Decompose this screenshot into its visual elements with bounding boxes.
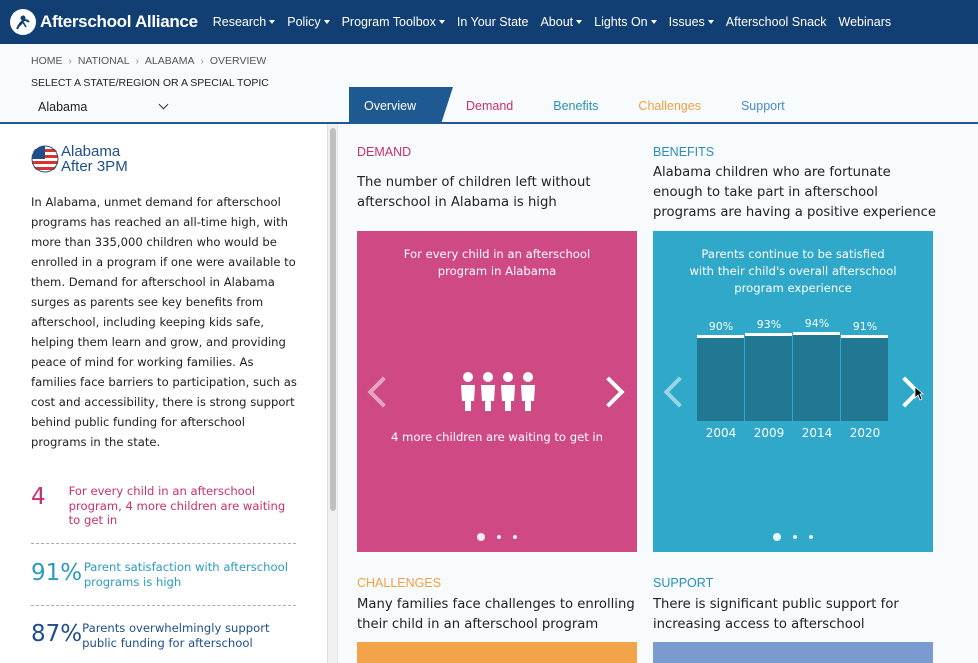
stat-text: For every child in an afterschool program, 4 more children are waiting to get in bbox=[68, 484, 286, 527]
support-description: There is significant public support for increasing access to afterschool bbox=[653, 597, 899, 632]
chart-category-label: 2004 bbox=[705, 426, 737, 440]
demand-title: DEMAND bbox=[357, 145, 412, 159]
scrollbar-thumb[interactable] bbox=[330, 128, 336, 511]
state-select[interactable] bbox=[31, 97, 171, 117]
nav-item-policy[interactable] bbox=[287, 15, 329, 29]
breadcrumb-item[interactable]: HOME bbox=[31, 55, 63, 67]
breadcrumb-item: OVERVIEW bbox=[209, 55, 267, 67]
challenges-description: Many families face challenges to enrolling their child in an afterschool program bbox=[357, 597, 635, 632]
stat-number: 4 bbox=[31, 484, 46, 510]
nav-item-label: Webinars bbox=[838, 15, 892, 29]
benefits-description: Alabama children who are fortunate enough to take part in afterschool programs are having a positive experience bbox=[653, 165, 936, 220]
nav-item-label: In Your State bbox=[456, 15, 529, 29]
caret-down-icon bbox=[708, 20, 714, 24]
left-scrollbar[interactable] bbox=[327, 124, 337, 663]
carousel-dot[interactable] bbox=[513, 535, 517, 539]
main-nav bbox=[213, 15, 903, 29]
select-label: SELECT A STATE/REGION OR A SPECIAL TOPIC bbox=[31, 77, 269, 89]
left-column bbox=[0, 124, 327, 663]
support-card bbox=[653, 642, 933, 663]
stat-satisfaction bbox=[31, 560, 296, 589]
support-title: SUPPORT bbox=[653, 576, 714, 590]
stat-divider bbox=[31, 543, 296, 544]
challenges-title: CHALLENGES bbox=[357, 576, 442, 590]
tab-demand[interactable]: Demand bbox=[466, 98, 514, 113]
carousel-dot[interactable] bbox=[477, 533, 485, 541]
carousel-dot[interactable] bbox=[497, 535, 501, 539]
stat-text: Parent satisfaction with afterschool programs is high bbox=[83, 560, 288, 589]
intro-paragraph: In Alabama, unmet demand for afterschool programs has reached an all-time high, with more than 335,000 children who would be enrolled in a program if one were available to them. Demand for afterschool in Alabama surges as parents see key benefits from afterschool, including keeping kids safe, helping them learn and grow, and providing peace of mind for working families. As families face barriers to participation, such as cost and accessibility, there is strong support behind public funding for afterschool programs in the state. bbox=[31, 195, 297, 449]
nav-item-label: Issues bbox=[668, 15, 705, 29]
chart-bar-top bbox=[841, 335, 888, 338]
nav-item-program-toolbox[interactable] bbox=[342, 15, 445, 29]
caret-down-icon bbox=[439, 20, 445, 24]
chart-bar-top bbox=[697, 335, 744, 338]
nav-item-label: Afterschool Snack bbox=[725, 15, 827, 29]
chart-value-label: 93% bbox=[756, 318, 782, 331]
caret-down-icon bbox=[651, 20, 657, 24]
stat-demand bbox=[31, 484, 296, 528]
benefits-card-caption: Parents continue to be satisfied with their child's overall afterschool program experience bbox=[689, 247, 897, 295]
nav-item-lights-on[interactable] bbox=[594, 15, 657, 29]
chevron-right-icon: › bbox=[135, 55, 139, 67]
after3pm-logo bbox=[31, 144, 128, 174]
previous-arrow-icon[interactable] bbox=[367, 376, 398, 407]
after3pm-line1: Alabama bbox=[61, 143, 121, 160]
breadcrumb-item[interactable]: ALABAMA bbox=[144, 55, 195, 67]
satisfaction-bar-chart bbox=[653, 231, 933, 552]
chevron-down-icon bbox=[159, 100, 169, 110]
nav-item-research[interactable] bbox=[213, 15, 276, 29]
stat-number: 91% bbox=[31, 560, 83, 586]
top-navbar bbox=[0, 0, 978, 44]
logo-text: Afterschool Alliance bbox=[40, 12, 198, 31]
carousel-dots bbox=[357, 533, 637, 541]
tab-overview[interactable]: Overview bbox=[349, 87, 441, 124]
chart-category-label: 2009 bbox=[753, 426, 785, 440]
flag-globe-icon bbox=[31, 145, 59, 173]
chart-bar bbox=[841, 335, 888, 421]
carousel-dot[interactable] bbox=[793, 535, 797, 539]
logo-icon bbox=[10, 9, 36, 35]
caret-down-icon bbox=[576, 20, 582, 24]
nav-item-webinars[interactable] bbox=[839, 15, 892, 29]
chart-value-label: 91% bbox=[852, 320, 878, 333]
nav-item-issues[interactable] bbox=[669, 15, 714, 29]
tab-challenges[interactable]: Challenges bbox=[638, 98, 701, 113]
stat-divider bbox=[31, 605, 296, 606]
nav-item-about[interactable] bbox=[540, 15, 582, 29]
challenges-card bbox=[357, 642, 637, 663]
chart-category-label: 2020 bbox=[849, 426, 881, 440]
demand-description: The number of children left without afterschool in Alabama is high bbox=[357, 175, 591, 210]
benefits-card bbox=[653, 231, 933, 552]
chart-bar bbox=[793, 332, 840, 421]
chart-value-label: 90% bbox=[708, 320, 734, 333]
nav-item-in-your-state[interactable] bbox=[457, 15, 529, 29]
carousel-dots bbox=[653, 533, 933, 541]
caret-down-icon bbox=[324, 20, 330, 24]
tab-benefits[interactable]: Benefits bbox=[553, 98, 599, 113]
children-icon bbox=[458, 371, 538, 411]
chevron-right-icon: › bbox=[200, 55, 204, 67]
chart-bar-top bbox=[745, 333, 792, 336]
site-logo[interactable] bbox=[10, 0, 198, 44]
nav-item-label: Program Toolbox bbox=[341, 15, 436, 29]
nav-item-label: About bbox=[540, 15, 574, 29]
demand-card-caption: For every child in an afterschool program in Alabama bbox=[403, 247, 591, 278]
carousel-dot[interactable] bbox=[809, 535, 813, 539]
stat-support bbox=[31, 621, 296, 650]
breadcrumb-item[interactable]: NATIONAL bbox=[77, 55, 130, 67]
chart-bar bbox=[745, 333, 792, 421]
nav-item-afterschool-snack[interactable] bbox=[726, 15, 827, 29]
chart-category-label: 2014 bbox=[801, 426, 833, 440]
nav-item-label: Lights On bbox=[594, 15, 648, 29]
tab-support[interactable]: Support bbox=[740, 98, 785, 113]
chart-value-label: 94% bbox=[804, 317, 830, 330]
sub-header bbox=[0, 44, 978, 124]
benefits-title: BENEFITS bbox=[653, 145, 715, 159]
nav-item-label: Research bbox=[212, 15, 267, 29]
chevron-right-icon: › bbox=[68, 55, 72, 67]
column-divider bbox=[337, 124, 338, 663]
demand-card bbox=[357, 231, 637, 552]
breadcrumb bbox=[31, 55, 266, 67]
nav-item-label: Policy bbox=[287, 15, 321, 29]
topic-tabs bbox=[349, 87, 810, 124]
chart-bar-top bbox=[793, 332, 840, 335]
caret-down-icon bbox=[269, 20, 275, 24]
stat-text: Parents overwhelmingly support public funding for afterschool bbox=[82, 621, 270, 650]
mouse-cursor-icon bbox=[914, 386, 924, 401]
carousel-dot[interactable] bbox=[773, 533, 781, 541]
stat-number: 87% bbox=[31, 621, 83, 647]
state-select-value: Alabama bbox=[38, 100, 88, 114]
chart-bar bbox=[697, 335, 744, 421]
next-arrow-icon[interactable] bbox=[593, 376, 624, 407]
demand-card-result: 4 more children are waiting to get in bbox=[391, 430, 603, 444]
after3pm-line2: After 3PM bbox=[61, 158, 128, 175]
